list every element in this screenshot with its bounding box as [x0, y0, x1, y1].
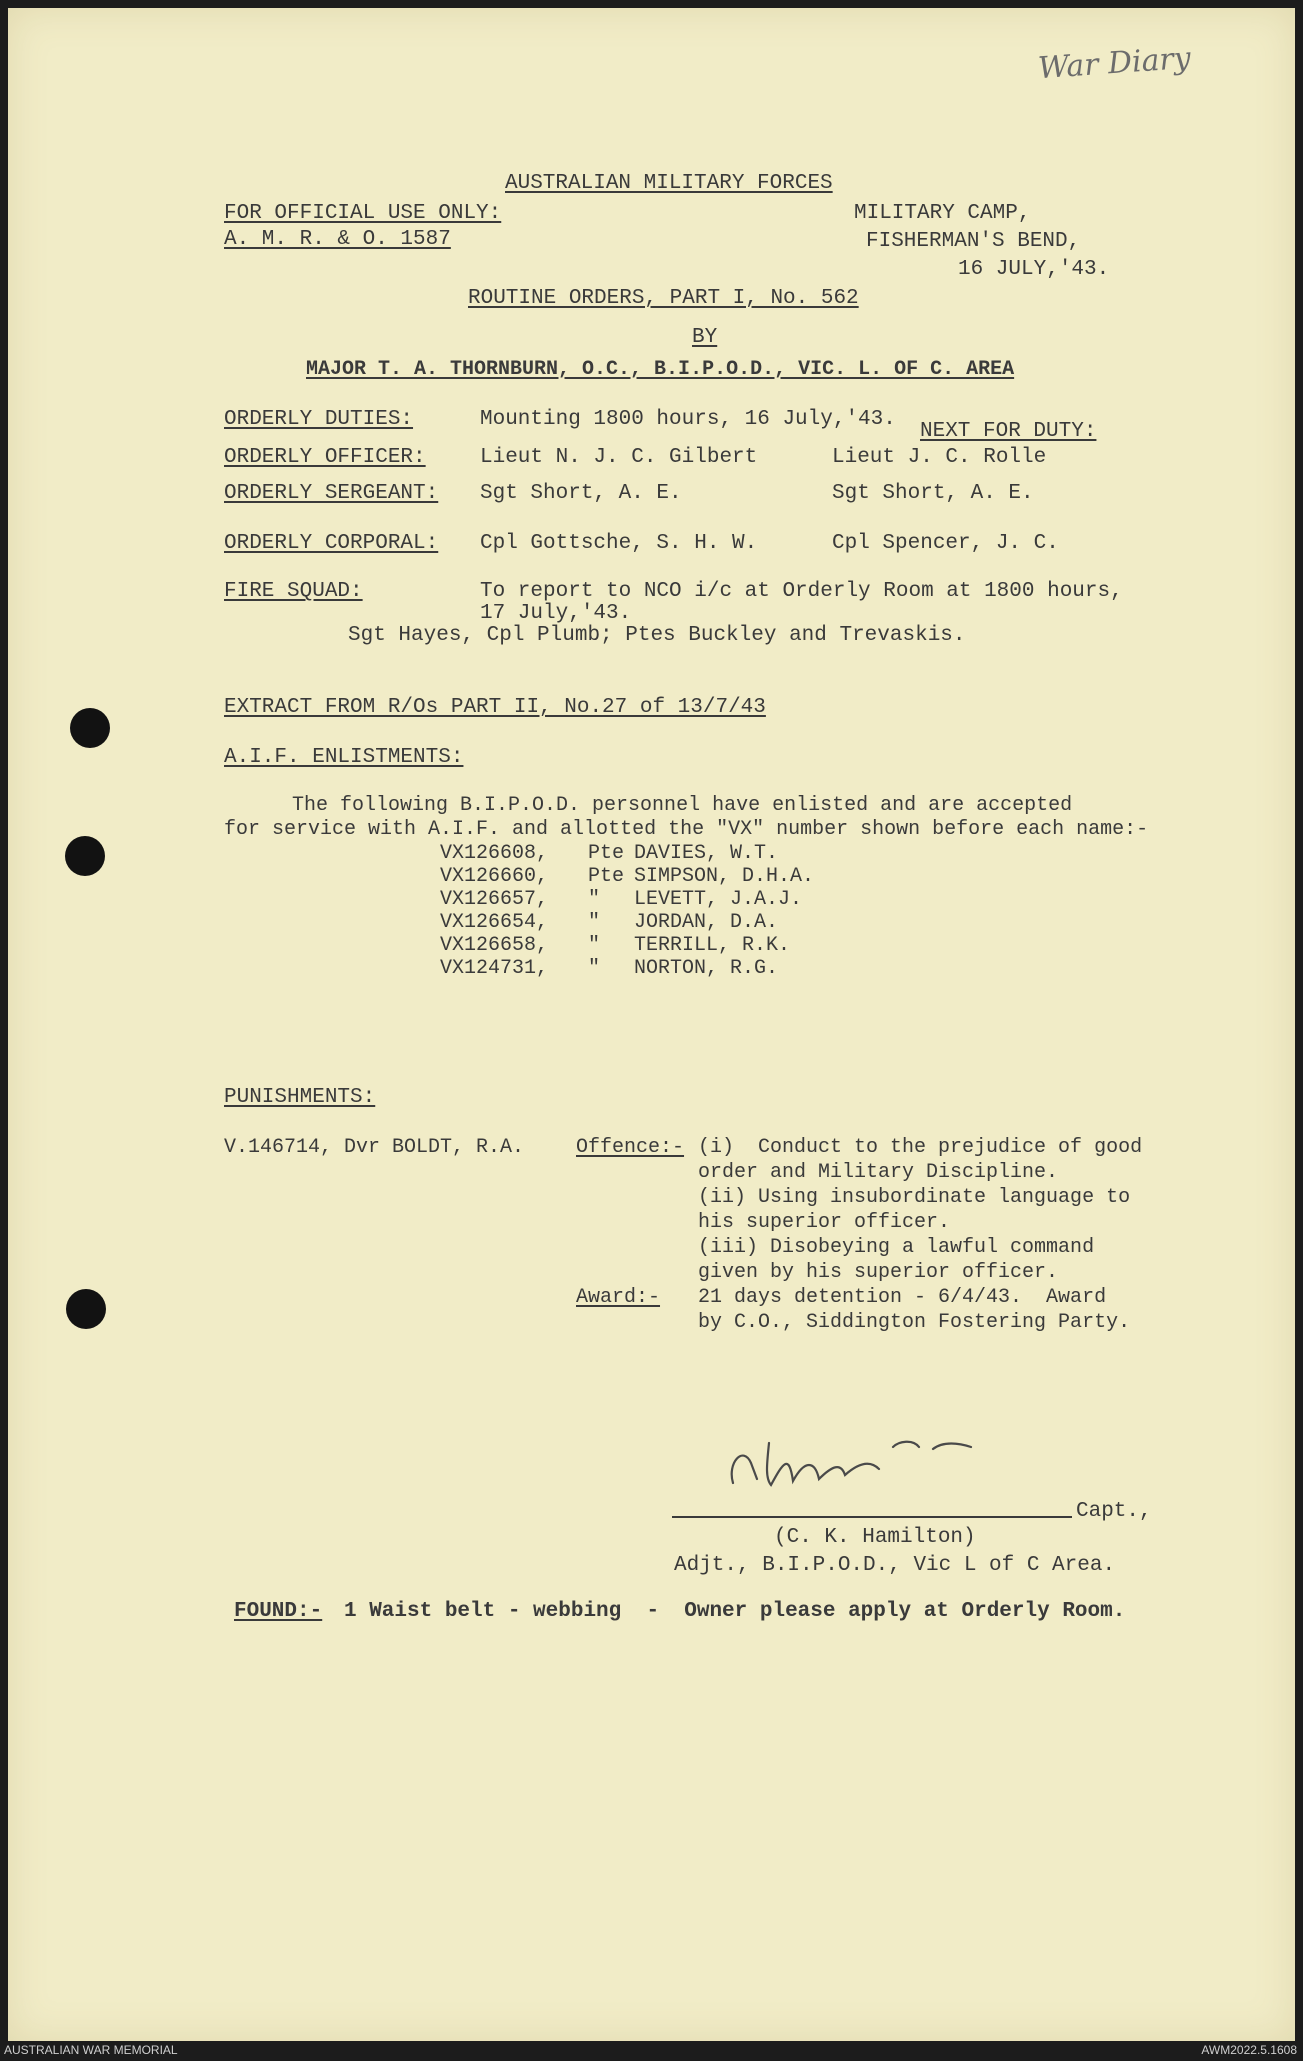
signatory-name: (C. K. Hamilton) — [774, 1526, 976, 1549]
enlistment-name: LEVETT, J.A.J. — [634, 888, 803, 911]
enlistment-number: VX126654, — [440, 911, 549, 934]
offence-line: his superior officer. — [698, 1211, 951, 1234]
enlistment-rank: Pte — [588, 842, 625, 865]
enlistment-intro-1: The following B.I.P.O.D. personnel have enlisted and are accepted — [292, 794, 1073, 817]
offence-line: order and Military Discipline. — [698, 1161, 1059, 1184]
orderly-officer-current: Lieut N. J. C. Gilbert — [480, 446, 758, 469]
enlistment-name: DAVIES, W.T. — [634, 842, 779, 865]
enlistment-number: VX126660, — [440, 865, 549, 888]
orderly-sergeant-next: Sgt Short, A. E. — [832, 482, 1034, 505]
enlistment-rank: " — [588, 934, 601, 957]
org-heading: AUSTRALIAN MILITARY FORCES — [505, 172, 833, 195]
enlistment-name: SIMPSON, D.H.A. — [634, 865, 815, 888]
enlistment-intro-2: for service with A.I.F. and allotted the "VX" number shown before each name:- — [224, 818, 1149, 841]
enlistment-name: NORTON, R.G. — [634, 957, 779, 980]
extract-heading: EXTRACT FROM R/Os PART II, No.27 of 13/7/43 — [224, 696, 766, 719]
offence-line: (ii) Using insubordinate language to — [698, 1186, 1131, 1209]
punch-hole — [65, 836, 105, 876]
orderly-sergeant-current: Sgt Short, A. E. — [480, 482, 682, 505]
orderly-officer-next: Lieut J. C. Rolle — [832, 446, 1047, 469]
enlistment-number: VX124731, — [440, 957, 549, 980]
signatory-appointment: Adjt., B.I.P.O.D., Vic L of C Area. — [674, 1554, 1116, 1577]
order-title: ROUTINE ORDERS, PART I, No. 562 — [468, 287, 859, 310]
orderly-sergeant-label: ORDERLY SERGEANT: — [224, 482, 439, 505]
enlistment-rank: " — [588, 957, 601, 980]
fire-squad-label: FIRE SQUAD: — [224, 580, 363, 603]
official-use-label: FOR OFFICIAL USE ONLY: — [224, 202, 502, 225]
offence-line: (iii) Disobeying a lawful command — [698, 1236, 1095, 1259]
fire-squad-line-1: To report to NCO i/c at Orderly Room at 1800 hours, — [480, 580, 1123, 603]
enlistment-number: VX126608, — [440, 842, 549, 865]
orderly-corporal-next: Cpl Spencer, J. C. — [832, 532, 1059, 555]
found-text: 1 Waist belt - webbing - Owner please apply at Orderly Room. — [344, 1600, 1126, 1623]
enlistment-name: JORDAN, D.A. — [634, 911, 779, 934]
offence-line: given by his superior officer. — [698, 1261, 1059, 1284]
found-label: FOUND:- — [234, 1600, 323, 1623]
footer-source: AUSTRALIAN WAR MEMORIAL — [4, 2043, 178, 2057]
award-line: by C.O., Siddington Fostering Party. — [698, 1311, 1131, 1334]
reference-number: A. M. R. & O. 1587 — [224, 228, 451, 251]
orderly-duties-label: ORDERLY DUTIES: — [224, 408, 414, 431]
orderly-duties-value: Mounting 1800 hours, 16 July,'43. — [480, 408, 896, 431]
offence-line: (i) Conduct to the prejudice of good — [698, 1136, 1143, 1159]
orderly-corporal-current: Cpl Gottsche, S. H. W. — [480, 532, 758, 555]
award-label: Award:- — [576, 1286, 661, 1309]
next-for-duty-label: NEXT FOR DUTY: — [920, 420, 1097, 443]
by-label: BY — [692, 326, 718, 349]
enlistment-number: VX126657, — [440, 888, 549, 911]
issuing-officer: MAJOR T. A. THORNBURN, O.C., B.I.P.O.D., VIC. L. OF C. AREA — [306, 358, 1015, 381]
orderly-corporal-label: ORDERLY CORPORAL: — [224, 532, 439, 555]
footer-accession: AWM2022.5.1608 — [1201, 2043, 1297, 2057]
punch-hole — [70, 708, 110, 748]
punishments-heading: PUNISHMENTS: — [224, 1086, 376, 1109]
punished-soldier: V.146714, Dvr BOLDT, R.A. — [224, 1136, 525, 1159]
offence-label: Offence:- — [576, 1136, 685, 1159]
archive-footer — [0, 2041, 1303, 2061]
camp-line-2: FISHERMAN'S BEND, — [866, 230, 1081, 253]
signatory-rank: Capt., — [1076, 1500, 1152, 1523]
document-page — [8, 8, 1295, 2041]
aif-enlistments-heading: A.I.F. ENLISTMENTS: — [224, 746, 464, 769]
punch-hole — [66, 1289, 106, 1329]
award-line: 21 days detention - 6/4/43. Award — [698, 1286, 1107, 1309]
fire-squad-line-3: Sgt Hayes, Cpl Plumb; Ptes Buckley and Trevaskis. — [348, 624, 966, 647]
order-date: 16 JULY,'43. — [958, 258, 1110, 281]
enlistment-rank: Pte — [588, 865, 625, 888]
handwritten-annotation: War Diary — [1036, 40, 1192, 87]
enlistment-rank: " — [588, 888, 601, 911]
fire-squad-line-2: 17 July,'43. — [480, 602, 632, 625]
orderly-officer-label: ORDERLY OFFICER: — [224, 446, 426, 469]
signature-mark — [723, 1423, 1043, 1503]
enlistment-number: VX126658, — [440, 934, 549, 957]
camp-line-1: MILITARY CAMP, — [854, 202, 1031, 225]
enlistment-rank: " — [588, 911, 601, 934]
signature-line — [672, 1516, 1072, 1518]
enlistment-name: TERRILL, R.K. — [634, 934, 791, 957]
